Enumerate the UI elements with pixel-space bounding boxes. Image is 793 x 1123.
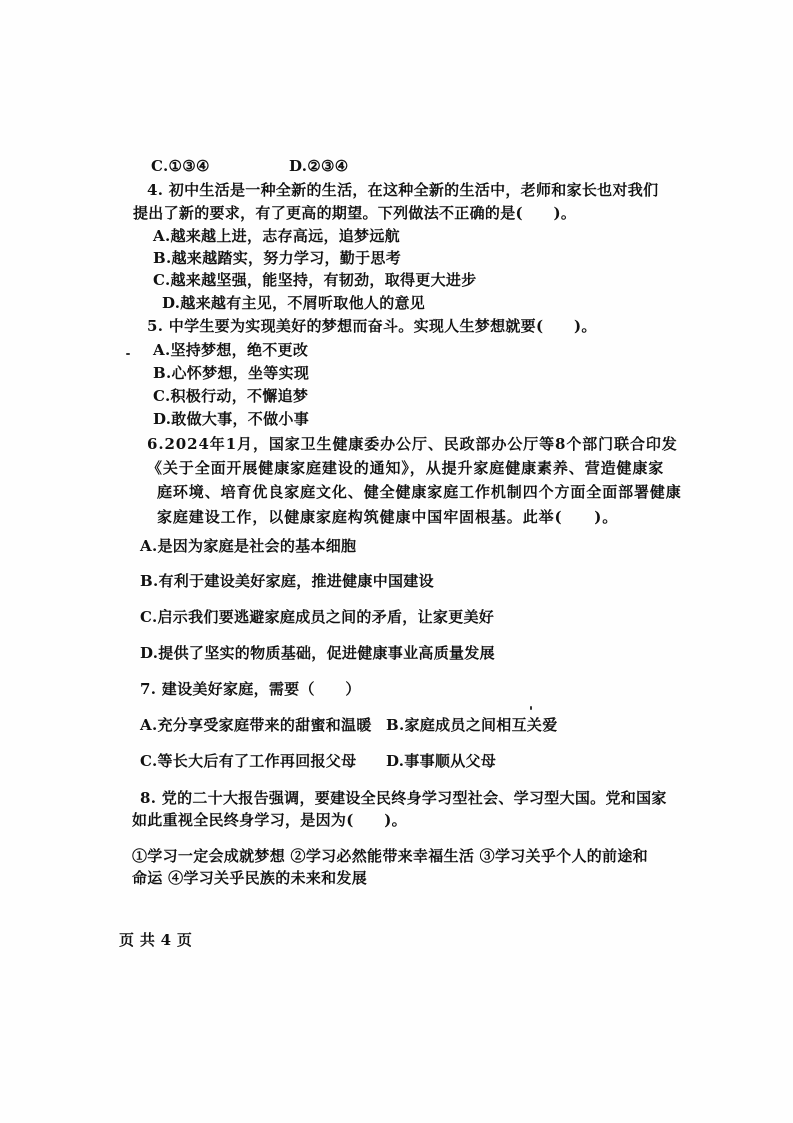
q4-option-d: D.越来越有主见，不屑听取他人的意见 [162,294,426,312]
q6-stem-line-3: 庭环境、培育优良家庭文化、健全健康家庭工作机制四个方面全面部署健康 [157,483,682,501]
page-footer: 页 共 4 页 [119,931,193,949]
q6-stem-line-1: 6.2024年1月，国家卫生健康委办公厅、民政部办公厅等8个部门联合印发 [147,435,678,453]
q4-option-a: A.越来越上进，志存高远，追梦远航 [153,227,400,245]
q3-option-c: C.①③④ [151,157,210,175]
q6-option-d: D.提供了坚实的物质基础，促进健康事业高质量发展 [140,644,495,662]
q6-stem-line-4: 家庭建设工作，以健康家庭构筑健康中国牢固根基。此举( )。 [157,508,619,526]
q4-stem-line-1: 4. 初中生活是一种全新的生活，在这种全新的生活中，老师和家长也对我们 [147,181,659,199]
q7-stem: 7. 建设美好家庭，需要（ ） [140,680,361,698]
q7-option-a: A.充分享受家庭带来的甜蜜和温暖 [140,716,372,734]
q4-stem-line-2: 提出了新的要求，有了更高的期望。下列做法不正确的是( )。 [133,204,577,222]
scan-speck [126,353,130,355]
q8-stem-line-2: 如此重视全民终身学习，是因为( )。 [132,811,407,829]
q5-stem: 5. 中学生要为实现美好的梦想而奋斗。实现人生梦想就要( )。 [147,317,597,335]
q5-option-b: B.心怀梦想，坐等实现 [153,364,310,382]
q4-option-b: B.越来越踏实，努力学习，勤于思考 [153,249,402,267]
q8-statements-line-1: ①学习一定会成就梦想 ②学习必然能带来幸福生活 ③学习关乎个人的前途和 [132,847,648,865]
q5-option-c: C.积极行动，不懈追梦 [153,387,309,405]
q7-option-c: C.等长大后有了工作再回报父母 [140,752,357,770]
q6-option-c: C.启示我们要逃避家庭成员之间的矛盾，让家更美好 [140,608,495,626]
scan-speck [530,706,532,710]
q6-stem-line-2: 《关于全面开展健康家庭建设的通知》，从提升家庭健康素养、营造健康家 [147,459,665,477]
q4-option-c: C.越来越坚强，能坚持，有韧劲，取得更大进步 [153,271,477,289]
q3-option-d: D.②③④ [289,157,349,175]
q8-statements-line-2: 命运 ④学习关乎民族的未来和发展 [132,869,368,887]
q6-option-b: B.有利于建设美好家庭，推进健康中国建设 [140,572,434,590]
q5-option-a: A.坚持梦想，绝不更改 [153,341,309,359]
q8-stem-line-1: 8. 党的二十大报告强调，要建设全民终身学习型社会、学习型大国。党和国家 [140,789,667,807]
q7-option-d: D.事事顺从父母 [386,752,497,770]
q7-option-b: B.家庭成员之间相互关爱 [386,716,558,734]
q6-option-a: A.是因为家庭是社会的基本细胞 [140,537,357,555]
q5-option-d: D.敢做大事，不做小事 [153,410,309,428]
